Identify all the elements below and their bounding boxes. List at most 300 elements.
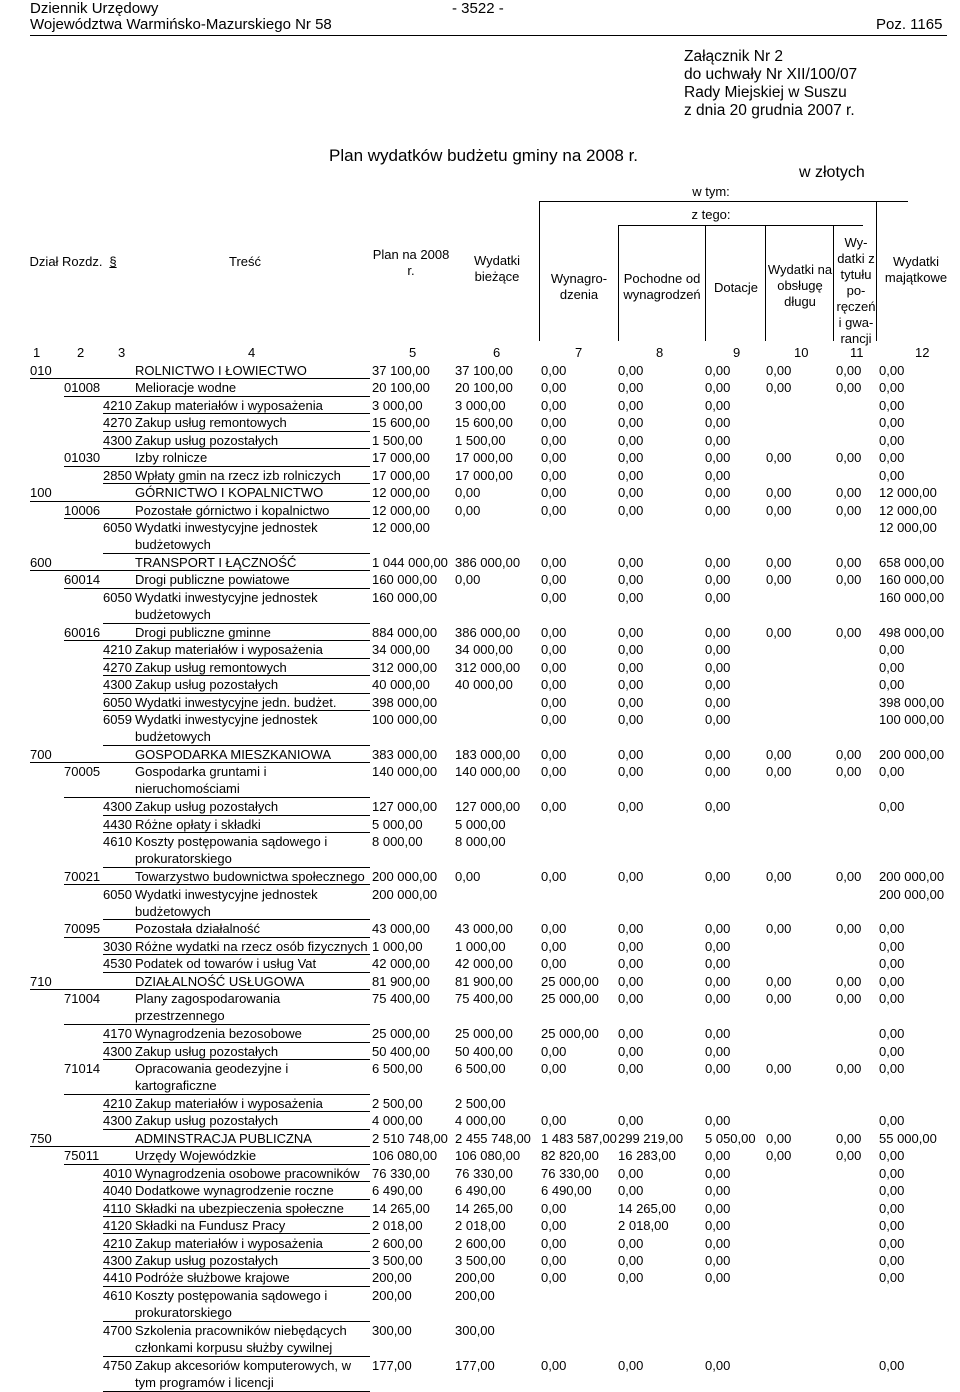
amount-cell: 25 000,00 (541, 991, 599, 1007)
annex-block (684, 48, 857, 120)
amount-cell: 299 219,00 (618, 1130, 684, 1146)
amount-cell: 0,00 (541, 869, 567, 885)
amount-cell: 183 000,00 (455, 746, 521, 762)
amount-cell: 0,00 (879, 1061, 905, 1076)
amount-cell: 43 000,00 (455, 921, 513, 937)
amount-cell: 34 000,00 (372, 642, 430, 658)
amount-cell: 0,00 (541, 1357, 567, 1373)
amount-cell: 200 000,00 (372, 869, 438, 885)
amount-cell: 1 483 587,00 (541, 1130, 617, 1146)
amount-cell: 12 000,00 (879, 520, 937, 536)
amount-cell: 50 400,00 (455, 1043, 513, 1059)
amount-cell: 0,00 (705, 485, 731, 501)
amount-cell: 884 000,00 (372, 624, 438, 640)
amount-cell: 40 000,00 (455, 677, 513, 693)
item-description: Wydatki inwestycyjne jednostek budżetowych (135, 712, 318, 744)
col-num: 4 (248, 345, 256, 360)
col-num: 12 (915, 345, 930, 360)
amount-cell: 0,00 (705, 380, 731, 396)
item-description: Gospodarka gruntami i nieruchomościami (135, 764, 267, 797)
amount-cell: 76 330,00 (541, 1165, 599, 1181)
amount-cell: 1 000,00 (372, 938, 423, 954)
amount-cell: 0,00 (766, 1061, 792, 1076)
amount-cell: 50 400,00 (372, 1043, 430, 1059)
amount-cell: 0,00 (705, 363, 731, 378)
amount-cell: 0,00 (705, 973, 731, 989)
amount-cell: 0,00 (455, 502, 481, 518)
amount-cell: 0,00 (705, 991, 731, 1007)
amount-cell: 12 000,00 (372, 520, 430, 536)
amount-cell: 0,00 (618, 1357, 644, 1373)
amount-cell: 17 000,00 (372, 450, 430, 466)
amount-cell: 0,00 (618, 1061, 644, 1076)
amount-cell: 2 018,00 (618, 1218, 669, 1234)
amount-cell: 0,00 (618, 921, 644, 937)
amount-cell: 200 000,00 (879, 869, 945, 885)
amount-cell: 0,00 (879, 1165, 905, 1181)
amount-cell: 0,00 (705, 677, 731, 693)
amount-cell: 0,00 (836, 363, 862, 378)
amount-cell: 0,00 (618, 485, 644, 501)
amount-cell: 0,00 (618, 694, 644, 710)
paragraph-code: 4210 (103, 397, 132, 413)
amount-cell: 0,00 (705, 554, 731, 570)
amount-cell: 0,00 (618, 1270, 644, 1286)
amount-cell: 0,00 (766, 450, 792, 466)
amount-cell: 0,00 (618, 450, 644, 466)
dzial-code: 700 (30, 746, 52, 762)
amount-cell: 0,00 (836, 764, 862, 780)
amount-cell: 160 000,00 (879, 572, 945, 588)
item-description: Szkolenia pracowników niebędących członkami korpusu służby cywilnej (135, 1322, 347, 1355)
amount-cell: 0,00 (766, 746, 792, 762)
amount-cell: 0,00 (766, 1130, 792, 1146)
amount-cell: 0,00 (766, 363, 792, 378)
amount-cell: 2 510 748,00 (372, 1130, 448, 1146)
amount-cell: 0,00 (618, 363, 644, 378)
amount-cell: 0,00 (541, 485, 567, 501)
amount-cell: 0,00 (541, 659, 567, 675)
amount-cell: 0,00 (766, 1148, 792, 1164)
amount-cell: 5 000,00 (455, 816, 506, 832)
amount-cell: 0,00 (836, 502, 862, 518)
amount-cell: 0,00 (705, 1148, 731, 1164)
dzial-code: 600 (30, 554, 52, 570)
paragraph-code: 4700 (103, 1322, 132, 1338)
amount-cell: 20 100,00 (455, 380, 513, 396)
amount-cell: 0,00 (836, 991, 862, 1007)
amount-cell: 14 265,00 (372, 1200, 430, 1216)
journal-province: Województwa Warmińsko-Mazurskiego Nr 58 (30, 16, 332, 33)
amount-cell: 6 500,00 (455, 1061, 506, 1076)
amount-cell: 0,00 (705, 624, 731, 640)
amount-cell: 0,00 (836, 921, 862, 937)
amount-cell: 100 000,00 (879, 712, 945, 727)
amount-cell: 0,00 (618, 1113, 644, 1129)
item-description: Towarzystwo budownictwa społecznego (135, 869, 365, 885)
amount-cell: 0,00 (705, 415, 731, 431)
paragraph-code: 4270 (103, 659, 132, 675)
item-description: Podróże służbowe krajowe (135, 1270, 290, 1286)
amount-cell: 0,00 (766, 572, 792, 588)
amount-cell: 0,00 (879, 799, 905, 815)
paragraph-code: 4210 (103, 1235, 132, 1251)
amount-cell: 12 000,00 (372, 485, 430, 501)
amount-cell: 0,00 (705, 1183, 731, 1199)
amount-cell: 0,00 (705, 1270, 731, 1286)
amount-cell: 200 000,00 (879, 746, 945, 762)
amount-cell: 0,00 (705, 799, 731, 815)
amount-cell: 0,00 (541, 1200, 567, 1216)
item-description: Drogi publiczne powiatowe (135, 572, 290, 588)
item-description: Wynagrodzenia osobowe pracowników (135, 1165, 360, 1181)
amount-cell: 140 000,00 (372, 764, 438, 780)
amount-cell: 0,00 (705, 1061, 731, 1076)
paragraph-code: 4210 (103, 1095, 132, 1111)
amount-cell: 0,00 (705, 432, 731, 448)
amount-cell: 0,00 (455, 572, 481, 588)
item-description: Zakup materiałów i wyposażenia (135, 1235, 323, 1251)
amount-cell: 0,00 (618, 973, 644, 989)
col-num: 8 (656, 345, 664, 360)
amount-cell: 0,00 (618, 1252, 644, 1268)
rozdzial-code: 10006 (64, 502, 101, 518)
amount-cell: 0,00 (705, 1165, 731, 1181)
amount-cell: 2 500,00 (455, 1095, 506, 1111)
paragraph-code: 3030 (103, 938, 132, 954)
amount-cell: 300,00 (372, 1322, 412, 1338)
amount-cell: 0,00 (618, 572, 644, 588)
amount-cell: 0,00 (836, 554, 862, 570)
dzial-code: 710 (30, 973, 52, 989)
amount-cell: 177,00 (372, 1357, 412, 1373)
item-description: Drogi publiczne gminne (135, 624, 271, 640)
paragraph-code: 4530 (103, 956, 132, 972)
amount-cell: 0,00 (766, 764, 792, 780)
amount-cell: 0,00 (836, 1061, 862, 1076)
item-description: Zakup akcesoriów komputerowych, w tym programów i licencji (135, 1357, 352, 1390)
amount-cell: 0,00 (836, 572, 862, 588)
col-rozdz: Rozdz. (62, 254, 103, 269)
amount-cell: 0,00 (541, 1235, 567, 1251)
rozdzial-code: 01030 (64, 450, 101, 466)
amount-cell: 0,00 (541, 921, 567, 937)
amount-cell: 0,00 (879, 397, 905, 413)
amount-cell: 498 000,00 (879, 624, 945, 640)
annex-line-4: z dnia 20 grudnia 2007 r. (684, 102, 855, 119)
paragraph-code: 4300 (103, 677, 132, 693)
annex-line-2: do uchwały Nr XII/100/07 (684, 66, 858, 83)
amount-cell: 0,00 (705, 938, 731, 954)
amount-cell: 0,00 (541, 1252, 567, 1268)
paragraph-code: 4110 (103, 1200, 131, 1216)
amount-cell: 0,00 (705, 397, 731, 413)
amount-cell: 6 500,00 (372, 1061, 423, 1076)
item-description: GOSPODARKA MIESZKANIOWA (135, 746, 331, 762)
amount-cell: 0,00 (705, 1235, 731, 1251)
item-description: Wydatki inwestycyjne jednostek budżetowych (135, 886, 318, 919)
item-description: Koszty postępowania sądowego i prokuratorskiego (135, 1287, 328, 1320)
amount-cell: 15 600,00 (455, 415, 513, 431)
amount-cell: 0,00 (705, 467, 731, 483)
item-description: Zakup materiałów i wyposażenia (135, 397, 323, 413)
amount-cell: 0,00 (879, 415, 905, 431)
amount-cell: 160 000,00 (879, 589, 945, 605)
item-description: Różne wydatki na rzecz osób fizycznych (135, 938, 368, 954)
amount-cell: 0,00 (705, 956, 731, 972)
amount-cell: 0,00 (766, 973, 792, 989)
amount-cell: 0,00 (618, 642, 644, 658)
amount-cell: 0,00 (541, 467, 567, 483)
amount-cell: 0,00 (766, 624, 792, 640)
amount-cell: 55 000,00 (879, 1130, 937, 1146)
amount-cell: 0,00 (836, 869, 862, 885)
amount-cell: 0,00 (618, 799, 644, 815)
amount-cell: 75 400,00 (455, 991, 513, 1007)
item-description: Różne opłaty i składki (135, 816, 261, 832)
amount-cell: 2 500,00 (372, 1095, 423, 1111)
amount-cell: 0,00 (879, 432, 905, 448)
item-description: Zakup materiałów i wyposażenia (135, 642, 323, 658)
amount-cell: 200 000,00 (879, 886, 945, 902)
dzial-code: 100 (30, 485, 52, 501)
amount-cell: 200,00 (372, 1287, 412, 1303)
col-paragraph: § (109, 254, 117, 269)
amount-cell: 81 900,00 (455, 973, 513, 989)
amount-cell: 383 000,00 (372, 746, 438, 762)
amount-cell: 0,00 (618, 1165, 644, 1181)
col-num: 5 (409, 345, 417, 360)
item-description: Wydatki inwestycyjne jednostek budżetowych (135, 589, 318, 622)
col-num: 7 (575, 345, 583, 360)
col-num: 1 (33, 345, 41, 360)
col-pochodne: Pochodne od wynagrodzeń (623, 271, 701, 302)
document-title: Plan wydatków budżetu gminy na 2008 r. (329, 146, 639, 165)
rozdzial-code: 70005 (64, 764, 101, 780)
col-plan: Plan na 2008 r. (372, 247, 450, 278)
amount-cell: 0,00 (541, 502, 567, 518)
amount-cell: 6 490,00 (455, 1183, 506, 1199)
dzial-code: 010 (30, 363, 52, 378)
amount-cell: 0,00 (541, 432, 567, 448)
amount-cell: 0,00 (455, 869, 481, 885)
amount-cell: 0,00 (836, 485, 862, 501)
amount-cell: 1 044 000,00 (372, 554, 448, 570)
amount-cell: 0,00 (705, 869, 731, 885)
amount-cell: 82 820,00 (541, 1148, 599, 1164)
amount-cell: 37 100,00 (455, 363, 513, 378)
item-description: Zakup usług pozostałych (135, 677, 279, 693)
item-description: Dodatkowe wynagrodzenie roczne (135, 1183, 334, 1199)
amount-cell: 3 000,00 (372, 397, 423, 413)
item-description: Zakup usług pozostałych (135, 1043, 279, 1059)
rozdzial-code: 70021 (64, 869, 101, 885)
amount-cell: 0,00 (766, 502, 792, 518)
amount-cell: 0,00 (541, 712, 567, 727)
amount-cell: 8 000,00 (372, 834, 423, 850)
amount-cell: 20 100,00 (372, 380, 430, 396)
amount-cell: 0,00 (836, 746, 862, 762)
paragraph-code: 4010 (103, 1165, 132, 1181)
annex-line-3: Rady Miejskiej w Suszu (684, 84, 847, 101)
amount-cell: 25 000,00 (541, 973, 599, 989)
item-description: DZIAŁALNOŚĆ USŁUGOWA (135, 973, 305, 989)
item-description: Podatek od towarów i usług Vat (135, 956, 317, 972)
amount-cell: 8 000,00 (455, 834, 506, 850)
amount-cell: 42 000,00 (372, 956, 430, 972)
rozdzial-code: 60016 (64, 624, 101, 640)
amount-cell: 2 018,00 (372, 1218, 423, 1234)
paragraph-code: 4430 (103, 816, 132, 832)
annex-line-1: Załącznik Nr 2 (684, 48, 784, 65)
item-description: Pozostałe górnictwo i kopalnictwo (135, 502, 330, 518)
amount-cell: 0,00 (541, 624, 567, 640)
amount-cell: 0,00 (879, 938, 905, 954)
amount-cell: 106 080,00 (372, 1148, 438, 1164)
amount-cell: 4 000,00 (455, 1113, 506, 1129)
amount-cell: 0,00 (618, 1043, 644, 1059)
amount-cell: 0,00 (541, 554, 567, 570)
amount-cell: 0,00 (705, 1026, 731, 1042)
amount-cell: 0,00 (879, 1252, 905, 1268)
item-description: Plany zagospodarowania przestrzennego (135, 991, 281, 1024)
amount-cell: 0,00 (766, 921, 792, 937)
amount-cell: 106 080,00 (455, 1148, 521, 1164)
amount-cell: 312 000,00 (455, 659, 521, 675)
amount-cell: 0,00 (705, 589, 731, 605)
amount-cell: 0,00 (879, 1043, 905, 1059)
amount-cell: 12 000,00 (372, 502, 430, 518)
amount-cell: 0,00 (618, 467, 644, 483)
amount-cell: 42 000,00 (455, 956, 513, 972)
amount-cell: 0,00 (618, 712, 644, 727)
amount-cell: 0,00 (705, 1200, 731, 1216)
col-dzial: Dział (29, 254, 59, 269)
paragraph-code: 4120 (103, 1218, 132, 1234)
item-description: Zakup usług remontowych (135, 415, 287, 431)
amount-cell: 0,00 (766, 869, 792, 885)
amount-cell: 200,00 (455, 1287, 495, 1303)
dzial-code: 750 (30, 1130, 52, 1146)
item-description: Wydatki inwestycyjne jednostek budżetowych (135, 520, 318, 553)
col-wynagrodzenia: Wynagro-dzenia (550, 271, 608, 302)
amount-cell: 0,00 (705, 659, 731, 675)
amount-cell: 0,00 (705, 764, 731, 780)
amount-cell: 0,00 (541, 1113, 567, 1129)
amount-cell: 0,00 (766, 991, 792, 1007)
amount-cell: 0,00 (618, 991, 644, 1007)
amount-cell: 0,00 (766, 380, 792, 396)
amount-cell: 0,00 (541, 1218, 567, 1234)
amount-cell: 0,00 (705, 502, 731, 518)
z-tego-rule (618, 225, 863, 226)
amount-cell: 0,00 (541, 572, 567, 588)
item-description: Wpłaty gmin na rzecz izb rolniczych (135, 467, 341, 483)
amount-cell: 2 600,00 (455, 1235, 506, 1251)
header-rule (30, 35, 947, 36)
amount-cell: 0,00 (541, 694, 567, 710)
amount-cell: 0,00 (836, 1148, 862, 1164)
item-description: Melioracje wodne (135, 380, 237, 396)
col-num: 11 (850, 345, 864, 360)
amount-cell: 0,00 (618, 746, 644, 762)
amount-cell: 0,00 (618, 502, 644, 518)
amount-cell: 0,00 (541, 746, 567, 762)
amount-cell: 5 050,00 (705, 1130, 756, 1146)
rozdzial-code: 60014 (64, 572, 101, 588)
paragraph-code: 4300 (103, 799, 132, 815)
paragraph-code: 4300 (103, 1113, 132, 1129)
paragraph-code: 6050 (103, 589, 132, 605)
col-num: 6 (493, 345, 501, 360)
col-num: 10 (794, 345, 809, 360)
rozdzial-code: 01008 (64, 380, 101, 396)
amount-cell: 0,00 (618, 432, 644, 448)
amount-cell: 37 100,00 (372, 363, 430, 378)
z-tego-label: z tego: (691, 207, 731, 222)
item-description: Wydatki inwestycyjne jedn. budżet. (135, 694, 337, 710)
amount-cell: 0,00 (766, 485, 792, 501)
item-description: Koszty postępowania sądowego i prokuratorskiego (135, 834, 328, 867)
amount-cell: 75 400,00 (372, 991, 430, 1007)
amount-cell: 0,00 (618, 397, 644, 413)
amount-cell: 3 500,00 (455, 1252, 506, 1268)
col-divider (705, 225, 706, 341)
col-divider (618, 225, 619, 341)
amount-cell: 12 000,00 (879, 502, 937, 518)
paragraph-code: 4300 (103, 1043, 132, 1059)
amount-cell: 0,00 (879, 659, 905, 675)
amount-cell: 0,00 (541, 938, 567, 954)
amount-cell: 398 000,00 (372, 694, 438, 710)
amount-cell: 0,00 (836, 973, 862, 989)
amount-cell: 0,00 (705, 712, 731, 727)
amount-cell: 0,00 (705, 642, 731, 658)
amount-cell: 17 000,00 (455, 467, 513, 483)
amount-cell: 0,00 (618, 956, 644, 972)
rozdzial-code: 71014 (64, 1061, 101, 1076)
amount-cell: 0,00 (879, 1183, 905, 1199)
paragraph-code: 4610 (103, 834, 132, 850)
amount-cell: 0,00 (879, 921, 905, 937)
col-num: 9 (733, 345, 741, 360)
amount-cell: 0,00 (879, 450, 905, 466)
amount-cell: 386 000,00 (455, 554, 521, 570)
amount-cell: 0,00 (541, 380, 567, 396)
paragraph-code: 6050 (103, 886, 132, 902)
paragraph-code: 4610 (103, 1287, 132, 1303)
amount-cell: 25 000,00 (541, 1026, 599, 1042)
amount-cell: 0,00 (618, 554, 644, 570)
amount-cell: 0,00 (705, 1113, 731, 1129)
w-tym-rule (539, 201, 908, 202)
journal-title: Dziennik Urzędowy (30, 0, 159, 17)
col-biezace: Wydatki bieżące (473, 253, 521, 284)
paragraph-code: 4040 (103, 1183, 132, 1199)
amount-cell: 6 490,00 (541, 1183, 592, 1199)
amount-cell: 0,00 (618, 1183, 644, 1199)
amount-cell: 0,00 (618, 589, 644, 605)
amount-cell: 0,00 (879, 1270, 905, 1286)
item-description: Zakup usług pozostałych (135, 1252, 279, 1268)
amount-cell: 0,00 (541, 397, 567, 413)
item-description: Pozostała działalność (135, 921, 261, 937)
amount-cell: 0,00 (879, 677, 905, 693)
amount-cell: 14 265,00 (618, 1200, 676, 1216)
amount-cell: 2 600,00 (372, 1235, 423, 1251)
paragraph-code: 4270 (103, 415, 132, 431)
rozdzial-code: 70095 (64, 921, 101, 937)
